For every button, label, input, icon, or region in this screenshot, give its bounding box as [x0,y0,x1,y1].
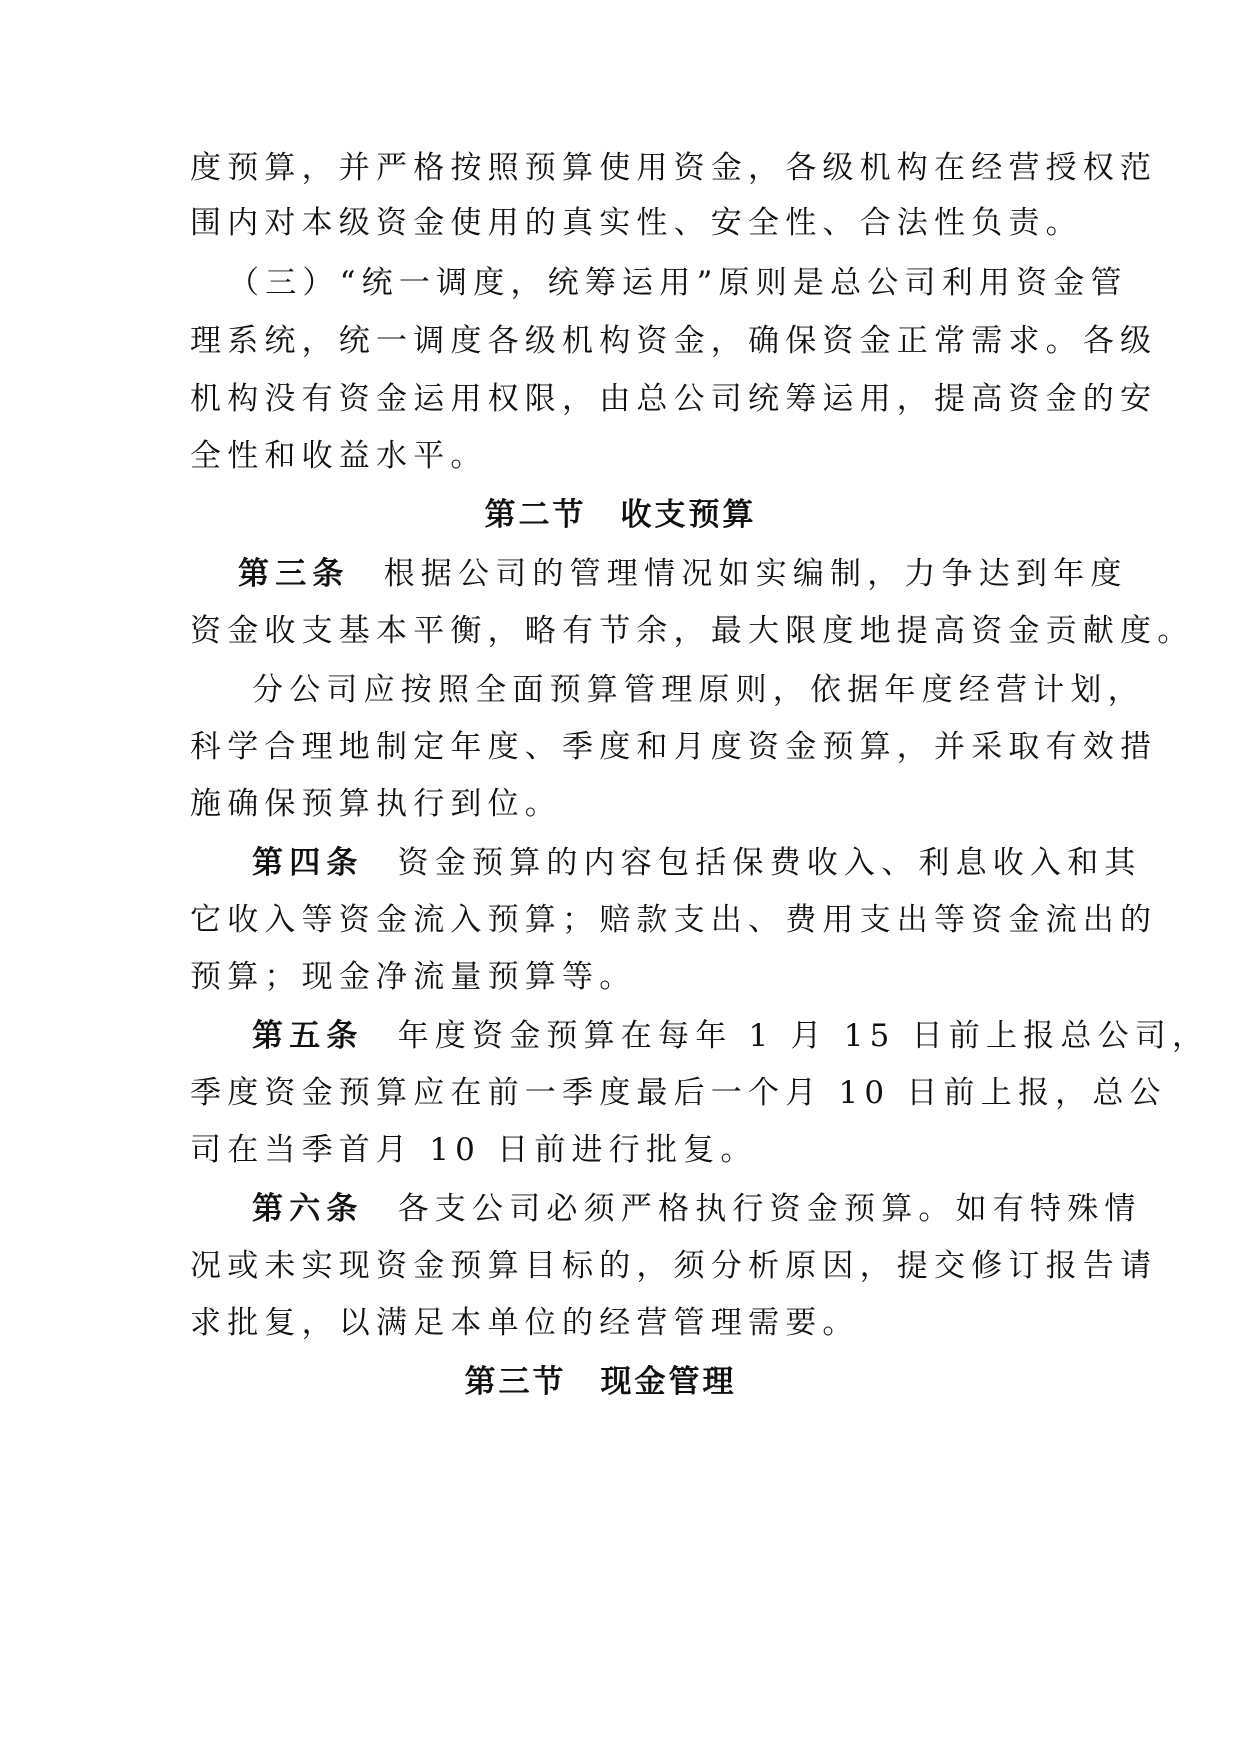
text-line: 分公司应按照全面预算管理原则，依据年度经营计划， [252,672,1145,708]
text-line: 求批复，以满足本单位的经营管理需要。 [190,1305,860,1341]
article-4-line-1 [252,843,1142,883]
text-line: 况或未实现资金预算目标的，须分析原因，提交修订报告请 [190,1248,1158,1284]
text-line: 理系统，统一调度各级机构资金，确保资金正常需求。各级 [190,323,1158,359]
article-6-line-1 [252,1189,1142,1229]
article-text: 年度资金预算在每年 1 月 15 日前上报总公司， [397,1018,1210,1054]
article-label: 第六条 [252,1191,364,1227]
text-line: 围内对本级资金使用的真实性、安全性、合法性负责。 [190,205,1083,241]
text-line: 施确保预算执行到位。 [190,786,562,822]
text-line: 资金收支基本平衡，略有节余，最大限度地提高资金贡献度。 [190,613,1195,649]
text-line: 它收入等资金流入预算；赔款支出、费用支出等资金流出的 [190,902,1158,938]
section-number: 第三节 [464,1364,567,1400]
section-heading-3 [0,1362,1221,1402]
text-line: （三）“统一调度，统筹运用”原则是总公司利用资金管 [228,265,1128,301]
text-line: 全性和收益水平。 [190,438,488,474]
article-label: 第三条 [238,556,350,592]
text-line: 司在当季首月 10 日前进行批复。 [190,1132,758,1168]
section-title: 现金管理 [600,1364,737,1400]
article-5-line-1 [252,1016,1210,1056]
article-3-line-1 [238,554,1128,594]
text-line: 预算；现金净流量预算等。 [190,959,637,995]
text-line: 科学合理地制定年度、季度和月度资金预算，并采取有效措 [190,729,1158,765]
article-text: 资金预算的内容包括保费收入、利息收入和其 [397,845,1142,881]
text-line: 度预算，并严格按照预算使用资金，各级机构在经营授权范 [190,150,1158,186]
text-line: 季度资金预算应在前一季度最后一个月 10 日前上报，总公 [190,1075,1167,1111]
article-text: 各支公司必须严格执行资金预算。如有特殊情 [397,1191,1142,1227]
section-heading-2 [0,495,1241,535]
article-label: 第五条 [252,1018,364,1054]
article-text: 根据公司的管理情况如实编制，力争达到年度 [383,556,1128,592]
section-title: 收支预算 [620,497,757,533]
article-label: 第四条 [252,845,364,881]
section-number: 第二节 [484,497,587,533]
text-line: 机构没有资金运用权限，由总公司统筹运用，提高资金的安 [190,381,1158,417]
